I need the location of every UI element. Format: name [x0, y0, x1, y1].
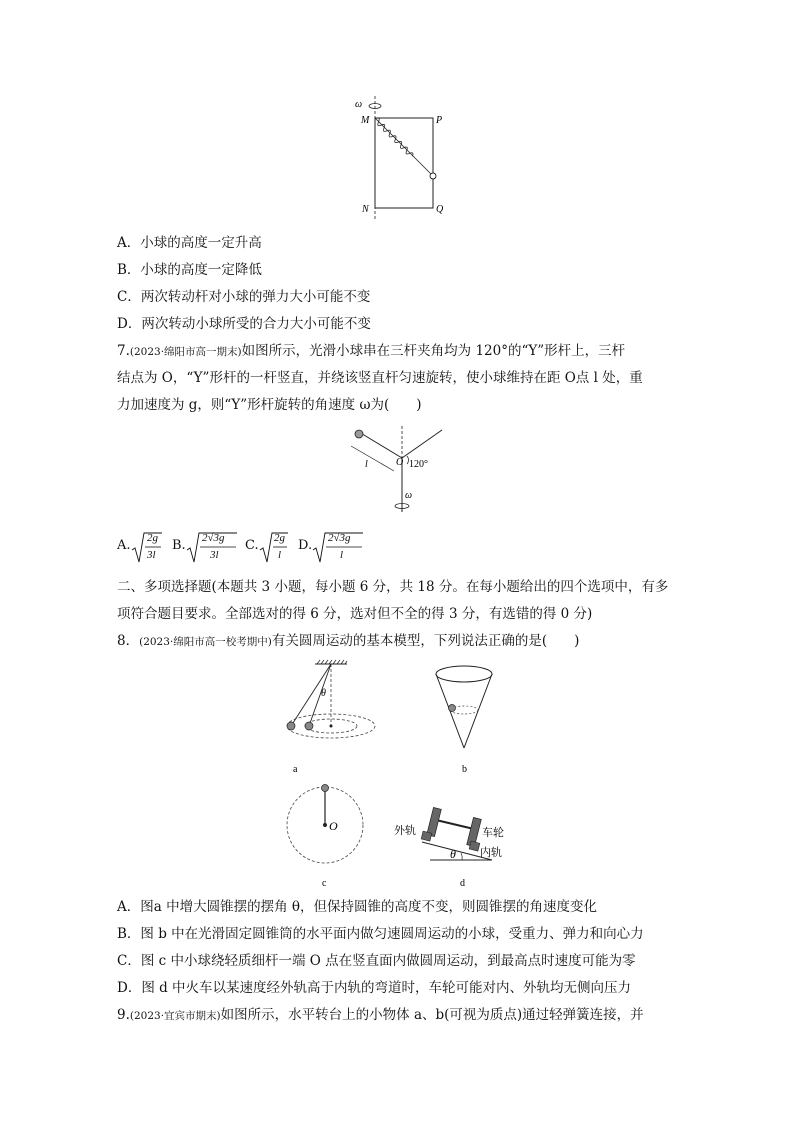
q6-option-d: D．两次转动小球所受的合力大小可能不变: [117, 316, 371, 332]
ball-outer: [287, 722, 295, 730]
q7-option-a-num: 2g: [147, 532, 158, 544]
small-ball: [430, 173, 436, 179]
q8-figure-a: [283, 658, 383, 776]
q7-option-b-num: 2√3g: [202, 532, 225, 544]
q8-figure-b: [432, 658, 502, 776]
q7-option-c-num: 2g: [274, 532, 285, 544]
q8-option-b: B．图 b 中在光滑固定圆锥筒的水平面内做匀速圆周运动的小球，受重力、弹力和向心力: [117, 926, 644, 942]
q9-stem: [117, 1005, 644, 1026]
top-ball: [322, 785, 329, 792]
q6-option-b: B．小球的高度一定降低: [117, 262, 262, 278]
q7-option-a-letter: A.: [117, 538, 131, 553]
q7-option-d-num: 2√3g: [328, 532, 351, 544]
pivot-O: [323, 823, 327, 827]
q7-source: (2023·绵阳市高一期末): [129, 346, 242, 358]
q7-label-O: O: [396, 457, 404, 468]
q9-stem-text: 如图所示，水平转台上的小物体 a、b(可视为质点)通过轻弹簧连接，并: [220, 1007, 644, 1023]
q8-label-outer-rail: 外轨: [394, 824, 416, 837]
q8-option-d: D．图 d 中火车以某速度经外轨高于内轨的弯道时，车轮可能对内、外轨均无侧向压力: [117, 980, 632, 996]
q7-option-c-letter: C.: [245, 538, 259, 553]
q8-figure-c: [285, 780, 375, 890]
outer-rail: [421, 831, 432, 841]
upper-right-rod: [402, 430, 442, 458]
q7-number: 7.: [117, 343, 130, 359]
q8-theta-d: θ: [450, 847, 456, 861]
q7-option-b-den: 3l: [210, 549, 219, 561]
q6-label-P: P: [436, 115, 443, 126]
q7-option-d-letter: D.: [298, 538, 313, 553]
short-string: [309, 664, 331, 726]
q6-label-N: N: [362, 204, 369, 215]
q9-number: 9.: [117, 1007, 130, 1023]
q8-stem-text: 有关圆周运动的基本模型，下列说法正确的是( ): [271, 633, 580, 649]
q7-stem-line1: [117, 341, 625, 362]
q7-option-d-den: l: [340, 549, 344, 561]
q8-source: (2023·绵阳市高一校考期中): [139, 636, 272, 648]
q7-option-c-den: l: [278, 549, 282, 561]
q8-figure-d: [392, 796, 512, 890]
q7-stem-line3: 力加速度为 g，则“Y”形杆旋转的角速度 ω为( ): [117, 397, 422, 413]
q8-label-inner-rail: 内轨: [480, 846, 502, 859]
q8-caption-a: a: [293, 764, 298, 775]
q8-theta-label: θ: [321, 688, 326, 699]
q7-label-l: l: [365, 459, 368, 470]
cone-rim: [436, 666, 492, 682]
q6-option-a: A．小球的高度一定升高: [117, 235, 262, 251]
q7-stem-line2: 结点为 O，“Y”形杆的一杆竖直，并绕该竖直杆匀速旋转，使小球维持在距 O点 l 处，重: [117, 370, 643, 386]
q8-caption-d: d: [460, 878, 465, 889]
q7-stem-text: 如图所示，光滑小球串在三杆夹角均为 120°的“Y”形杆上，三杆: [241, 343, 626, 359]
q6-label-Q: Q: [436, 204, 444, 215]
bank-angle-arc: [461, 853, 462, 860]
q6-label-M: M: [361, 115, 370, 126]
q8-number: 8．: [117, 633, 140, 649]
diagonal-rod: [375, 118, 433, 176]
q6-omega-label: ω: [355, 99, 363, 110]
q8-label-O: O: [329, 819, 338, 833]
q6-figure: [350, 96, 450, 220]
left-wheel: [427, 807, 442, 836]
q8-option-a: A．图a 中增大圆锥摆的摆角 θ，但保持圆锥的高度不变，则圆锥摆的角速度变化: [117, 899, 598, 915]
q7-option-a-den: 3l: [147, 549, 156, 561]
section2-heading-line1: 二、多项选择题(本题共 3 小题，每小题 6 分，共 18 分。在每小题给出的四个选项中，有多: [117, 579, 669, 595]
q9-source: (2023·宜宾市期末): [129, 1010, 221, 1022]
inner-rail: [469, 841, 480, 851]
q8-label-wheel: 车轮: [482, 826, 504, 839]
axle: [436, 820, 474, 829]
q6-option-c: C．两次转动杆对小球的弹力大小可能不变: [117, 289, 371, 305]
q8-caption-c: c: [322, 878, 327, 889]
q7-figure: [345, 424, 455, 516]
sliding-ball: [355, 430, 363, 438]
ball-inner: [305, 722, 313, 730]
q8-option-c: C．图 c 中小球绕轻质细杆一端 O 点在竖直面内做圆周运动，到最高点时速度可能为零: [117, 953, 636, 969]
q7-angle-label: 120°: [409, 459, 428, 470]
cone-ball: [449, 705, 456, 712]
section2-heading-line2: 项符合题目要求。全部选对的得 6 分，选对但不全的得 3 分，有选错的得 0 分): [117, 606, 593, 622]
q7-omega-label: ω: [405, 490, 413, 501]
q8-stem: [117, 631, 579, 652]
q8-caption-b: b: [462, 764, 467, 775]
orbit-center: [330, 725, 333, 728]
q7-option-b-letter: B.: [172, 538, 186, 553]
